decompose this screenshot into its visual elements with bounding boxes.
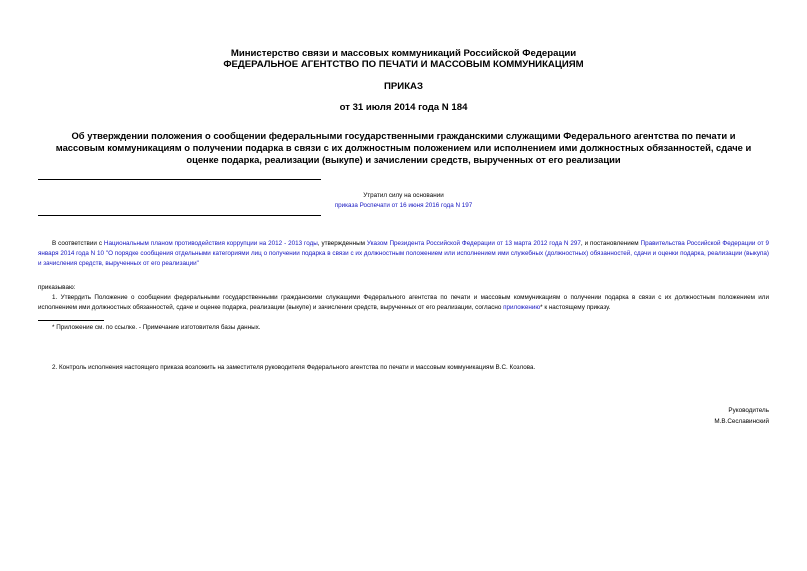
preamble-text-3: , и постановлением bbox=[580, 240, 641, 247]
signature-name: М.В.Сеславинский bbox=[714, 418, 769, 425]
agency-name: ФЕДЕРАЛЬНОЕ АГЕНТСТВО ПО ПЕЧАТИ И МАССОВЫМ КОММУНИКАЦИЯМ bbox=[223, 59, 584, 70]
document-title: Об утверждении положения о сообщении федеральными государственными гражданскими служащими Федерального агентства по печати и массовым коммуникациям о получении подарка в связи с их должностным положением или исполнением ими должностных обязанностей, сдаче и оценке подарка, реализации (выкупе) и зачислении средств, вырученных от его реализации bbox=[55, 130, 752, 165]
national-plan-link[interactable]: Национальным планом противодействия коррупции на 2012 - 2013 годы bbox=[103, 240, 318, 247]
footnote: * Приложение см. по ссылке. - Примечание изготовителя базы данных. bbox=[52, 324, 261, 331]
government-resolution-link[interactable]: Правительства Российской Федерации от 9 января 2014 года N 10 "О порядке сообщения отдельными категориями лиц о получении подарка в связи с их должностным положением или исполнением ими служебных (должностных) обязанностей, сдачи и оценки подарка, реализации (выкупа) и зачисления средств, вырученных от его реализации" bbox=[38, 240, 770, 267]
repeal-note-text: Утратил силу на основании bbox=[363, 192, 444, 199]
signature-position: Руководитель bbox=[728, 407, 769, 414]
appendix-link[interactable]: приложению bbox=[503, 304, 541, 311]
divider-top bbox=[38, 179, 321, 180]
item-1-text: 1. Утвердить Положение о сообщении федеральными государственными гражданскими служащими Федерального агентства по печати и массовым коммуникациям о получении подарка в связи с их должностным положением или исполнением ими должностных обязанностей, сдаче и оценке подарка, реализации (выкупе) и зачислении средств, вырученных от его реализации, согласно bbox=[38, 294, 769, 311]
presidential-decree-link[interactable]: Указом Президента Российской Федерации от 13 марта 2012 года N 297 bbox=[366, 240, 581, 247]
preamble-text-2: , утвержденным bbox=[317, 240, 367, 247]
footnote-divider bbox=[38, 320, 104, 321]
signature-block bbox=[569, 405, 769, 427]
repeal-note bbox=[200, 191, 607, 211]
item-2-paragraph: 2. Контроль исполнения настоящего приказа возложить на заместителя руководителя Федерального агентства по печати и массовым коммуникациям В.С. Козлова. bbox=[52, 364, 536, 371]
divider-bottom bbox=[38, 215, 321, 216]
preamble-text-1: В соответствии с bbox=[52, 240, 104, 247]
document-type: ПРИКАЗ bbox=[384, 81, 423, 92]
order-word: приказываю: bbox=[38, 284, 76, 291]
item-1-tail: * к настоящему приказу. bbox=[540, 304, 611, 311]
repeal-order-link[interactable]: приказа Роспечати от 16 июня 2016 года N 197 bbox=[334, 202, 473, 209]
preamble-paragraph bbox=[38, 239, 769, 269]
ministry-name: Министерство связи и массовых коммуникаций Российской Федерации bbox=[230, 48, 577, 59]
item-1-paragraph bbox=[38, 293, 769, 313]
document-date-number: от 31 июля 2014 года N 184 bbox=[339, 102, 468, 113]
